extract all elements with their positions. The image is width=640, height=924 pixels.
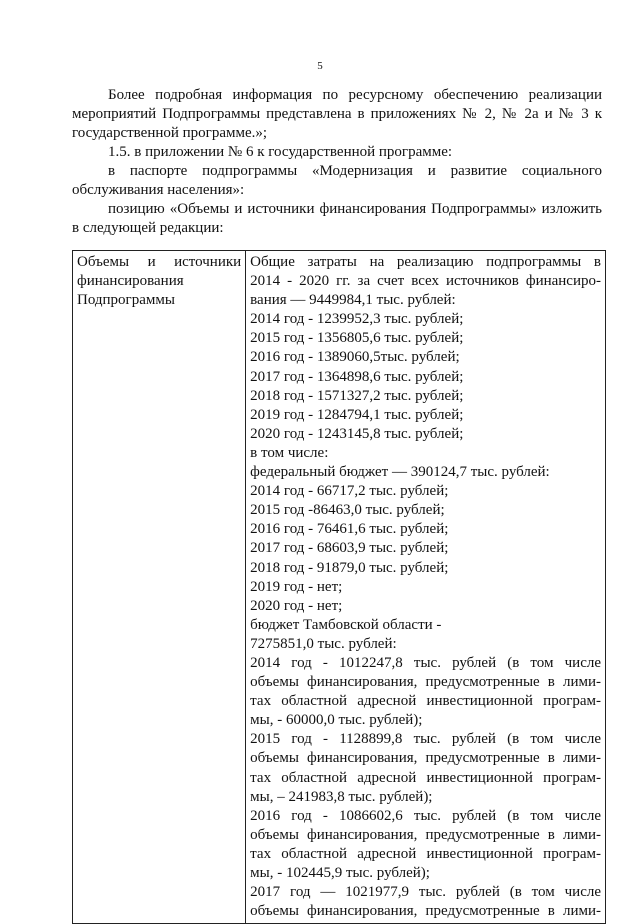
funding-line: Общие затраты на реализацию подпрограммы в xyxy=(250,254,601,270)
funding-line: 2014 год - 1012247,8 тыс. рублей (в том числе xyxy=(250,654,601,671)
funding-line: 2015 год - 1128899,8 тыс. рублей (в том числе xyxy=(250,731,601,748)
funding-line: 2017 год — 1021977,9 тыс. рублей (в том числе xyxy=(250,884,601,901)
funding-line: мы, – 241983,8 тыс. рублей); xyxy=(250,788,433,805)
funding-lines xyxy=(250,253,601,921)
table-row xyxy=(73,251,606,924)
funding-line: федеральный бюджет — 390124,7 тыс. рублей: xyxy=(250,464,550,481)
funding-line: 2017 год - 1364898,6 тыс. рублей; xyxy=(250,368,464,385)
funding-line: 2017 год - 68603,9 тыс. рублей; xyxy=(250,540,449,557)
funding-line: 2019 год - 1284794,1 тыс. рублей; xyxy=(250,406,464,423)
intro-paragraph-4: позицию «Объемы и источники финансирования Подпрограммы» изложить в следующей редакции: xyxy=(72,201,602,236)
funding-line: мы, - 60000,0 тыс. рублей); xyxy=(250,712,423,729)
intro-paragraph-2: 1.5. в приложении № 6 к государственной программе: xyxy=(108,144,453,160)
funding-line: объемы финансирования, предусмотренные в лими- xyxy=(250,750,601,767)
funding-line: 7275851,0 тыс. рублей: xyxy=(250,635,397,652)
funding-line: в том числе: xyxy=(250,444,329,461)
funding-line: мы, - 102445,9 тыс. рублей); xyxy=(250,865,430,881)
funding-line: вания — 9449984,1 тыс. рублей: xyxy=(250,292,456,309)
intro-paragraph-1: Более подробная информация по ресурсному обеспечению реализации мероприятий Подпрограммы представлена в приложениях № 2, № 2а и № 3 к государственной программе.»; xyxy=(72,87,602,141)
funding-line: 2014 год - 1239952,3 тыс. рублей; xyxy=(250,311,464,328)
funding-label: Объемы и источники финансирования Подпрограммы xyxy=(77,254,242,309)
passport-table xyxy=(72,250,606,924)
funding-line: объемы финансирования, предусмотренные в лими- xyxy=(250,826,601,843)
table-cell-label xyxy=(73,251,246,924)
funding-line: 2016 год - 76461,6 тыс. рублей; xyxy=(250,521,449,538)
funding-line: 2018 год - 1571327,2 тыс. рублей; xyxy=(250,387,464,404)
funding-line: 2016 год - 1086602,6 тыс. рублей (в том числе xyxy=(250,807,601,824)
table-cell-content xyxy=(246,251,606,924)
funding-line: объемы финансирования, предусмотренные в лими- xyxy=(250,674,601,691)
page-number: 5 xyxy=(317,60,323,72)
funding-line: 2016 год - 1389060,5тыс. рублей; xyxy=(250,349,460,366)
intro-text xyxy=(72,86,602,238)
funding-line: 2018 год - 91879,0 тыс. рублей; xyxy=(250,559,449,576)
funding-line: объемы финансирования, предусмотренные в лими- xyxy=(250,903,601,920)
funding-line: 2015 год - 1356805,6 тыс. рублей; xyxy=(250,330,464,347)
funding-line: 2015 год -86463,0 тыс. рублей; xyxy=(250,502,445,519)
funding-line: 2014 год - 66717,2 тыс. рублей; xyxy=(250,483,449,500)
funding-line: 2020 год - нет; xyxy=(250,597,343,614)
funding-line: тах областной адресной инвестиционной програм- xyxy=(250,769,601,786)
funding-line: бюджет Тамбовской области - xyxy=(250,616,442,633)
funding-line: тах областной адресной инвестиционной програм- xyxy=(250,693,601,710)
funding-line: тах областной адресной инвестиционной програм- xyxy=(250,845,601,862)
funding-line: 2019 год - нет; xyxy=(250,578,343,595)
intro-paragraph-3: в паспорте подпрограммы «Модернизация и развитие социального обслуживания населения»: xyxy=(72,163,602,198)
funding-line: 2020 год - 1243145,8 тыс. рублей; xyxy=(250,425,464,442)
funding-line: 2014 - 2020 гг. за счет всех источников финансиро- xyxy=(250,273,601,290)
